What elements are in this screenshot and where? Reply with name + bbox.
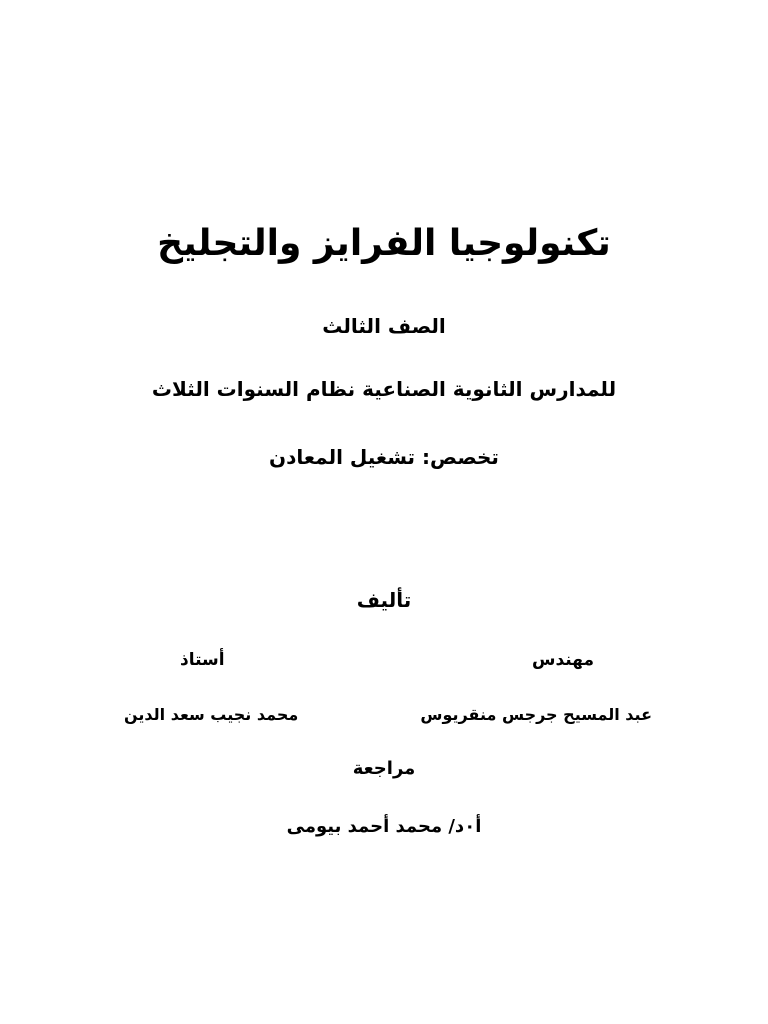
reviewer-name: أ٠د/ محمد أحمد بيومى [286, 816, 482, 837]
author-1-name: عبد المسيح جرجس منقريوس [420, 705, 652, 724]
author-1-title: مهندس [532, 650, 594, 670]
grade-label: الصف الثالث [322, 314, 446, 338]
school-type: للمدارس الثانوية الصناعية نظام السنوات الثلاث [151, 377, 617, 401]
reviewed-by-heading: مراجعة [352, 758, 416, 779]
author-2-name: محمد نجيب سعد الدين [124, 705, 299, 724]
specialty-label: تخصص: تشغيل المعادن [269, 445, 499, 469]
author-2-title: أستاذ [180, 650, 225, 670]
authored-by-heading: تأليف [356, 588, 412, 612]
book-title: تكنولوجيا الفرايز والتجليخ [157, 223, 611, 264]
